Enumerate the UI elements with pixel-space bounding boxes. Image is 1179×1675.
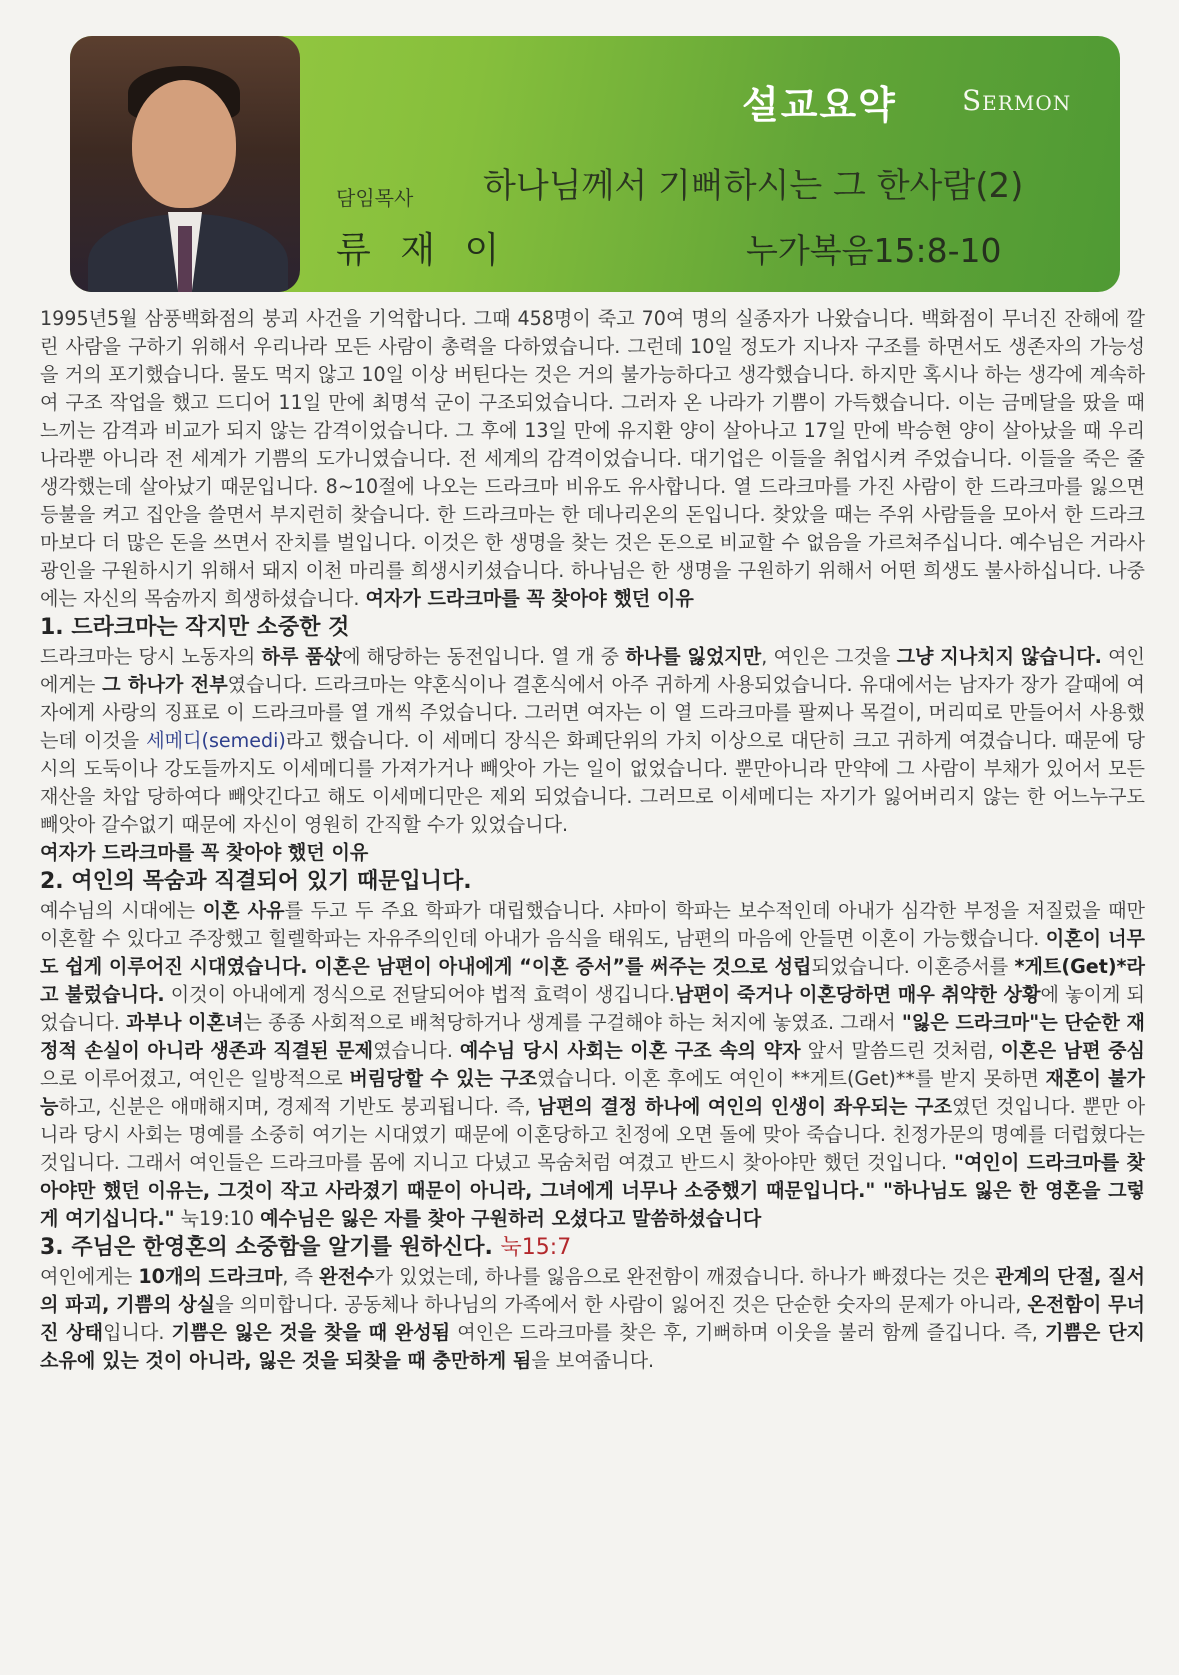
s2-bold: 이혼은 남편 중심	[1000, 1039, 1145, 1062]
s2-bold: 이혼이 너무도 쉽게 이루어진 시대였습니다. 이혼은 남편이 아내에게 “이혼 증서”를 써주는 것으로 성립	[40, 927, 1145, 978]
s2-text: 예수님의 시대에는	[40, 899, 203, 922]
scripture-reference: 누가복음15:8-10	[746, 231, 1002, 270]
s2-bold: 과부나 이혼녀	[126, 1011, 244, 1034]
s2-text: 되었습니다. 이혼증서를	[811, 955, 1015, 978]
pastor-photo	[70, 36, 300, 292]
s3-text: 을 보여줍니다.	[531, 1349, 655, 1372]
s2-bold: 남편의 결정 하나에 여인의 인생이 좌우되는 구조	[537, 1095, 952, 1118]
s2-bold: 남편이 죽거나 이혼당하면 매우 취약한 상황	[674, 983, 1041, 1006]
s2-bold: *게트(Get)*라고 불렀습니다.	[40, 955, 1145, 1006]
s3-text: , 즉	[282, 1265, 320, 1288]
section3-heading-text: 3. 주님은 한영혼의 소중함을 알기를 원하신다.	[40, 1235, 493, 1260]
s3-bold: 완전수	[319, 1265, 375, 1288]
s2-bold: 이혼 사유	[202, 899, 285, 922]
s2-text: 를 두고 두 주요 학파가 대립했습니다. 샤마이 학파는 보수적인데 아내가 심각한 부정을 저질렀을 때만 이혼할 수 있다고 주장했고 힐렐학파는 자유주의인데 아내가 음식을 태워도, 남편의 마음에 안들면 이혼이 가능했습니다.	[40, 899, 1145, 950]
sermon-body	[40, 305, 1145, 1375]
s2-text: 였습니다.	[373, 1039, 460, 1062]
s1-text: 드라크마는 당시 노동자의	[40, 645, 262, 668]
s1-text: 에 해당하는 동전입니다. 열 개 중	[342, 645, 626, 668]
s3-text: 을 의미합니다. 공동체나 하나님의 가족에서 한 사람이 잃어진 것은 단순한 숫자의 문제가 아니라,	[215, 1293, 1028, 1316]
s1-text: 여인에게는	[40, 645, 1145, 696]
section1-heading: 1. 드라크마는 작지만 소중한 것	[40, 615, 350, 640]
s2-text: 눅19:10	[174, 1207, 261, 1230]
s1-bold: 하나를 잃었지만	[625, 645, 762, 668]
pastor-name: 류 재 이	[336, 230, 509, 271]
intro-paragraph	[40, 305, 1145, 613]
section-label: 설교요약	[742, 83, 897, 127]
section2-paragraph	[40, 897, 1145, 1233]
s2-text: 으로 이루어졌고, 여인은 일방적으로	[40, 1067, 350, 1090]
semedi-term: 세메디(semedi)	[146, 729, 286, 752]
s2-text: 이것이 아내에게 정식으로 전달되어야 법적 효력이 생깁니다.	[164, 983, 675, 1006]
s2-bold: "잃은 드라크마"는 단순한 재정적 손실이 아니라 생존과 직결된 문제	[40, 1011, 1145, 1062]
s2-bold: "여인이 드라크마를 찾아야만 했던 이유는, 그것이 작고 사라졌기 때문이 아니라, 그녀에게 너무나 소중했기 때문입니다." "하나님도 잃은 한 영혼을 그렇게 여기십니다."	[40, 1151, 1145, 1230]
s1-text: 였습니다. 드라크마는 약혼식이나 결혼식에서 아주 귀하게 사용되었습니다. 유대에서는 남자가 장가 갈때에 여자에게 사랑의 징표로 이 드라크마를 열 개씩 주었습니다. 그러면 여자는 이 열 드라크마를 팔찌나 목걸이, 머리띠로 만들어서 사용했는데 이것을	[40, 673, 1145, 752]
section3-paragraph	[40, 1263, 1145, 1375]
s1-bold: 하루 품삯	[261, 645, 343, 668]
s3-bold: 온전함이 무너진 상태	[40, 1293, 1145, 1344]
s2-bold: 예수님은 잃은 자를 찾아 구원하러 오셨다고 말씀하셨습니다	[260, 1207, 762, 1230]
pastor-role: 담임목사	[336, 186, 414, 210]
s3-bold: 10개의 드라크마	[138, 1265, 283, 1288]
s2-text: 였던 것입니다. 뿐만 아니라 당시 사회는 명예를 소중히 여기는 시대였기 때문에 이혼당하고 친정에 오면 돌에 맞아 죽습니다. 친정가문의 명예를 더럽혔다는 것입니다. 그래서 여인들은 드라크마를 몸에 지니고 다녔고 목숨처럼 여겼고 반드시 찾아야만 했던 것입니다.	[40, 1095, 1146, 1174]
s1-text: 라고 했습니다. 이 세메디 장식은 화폐단위의 가치 이상으로 대단히 크고 귀하게 여겼습니다. 때문에 당시의 도둑이나 강도들까지도 이세메디를 가져가거나 빼앗아 가는 일이 없었습니다. 뿐만아니라 만약에 그 사람이 부채가 있어서 모든 재산을 차압 당하여다 빼앗긴다고 해도 이세메디만은 제외 되었습니다. 그러므로 이세메디는 자기가 잃어버리지 않는 한 어느누구도 빼앗아 갈수없기 때문에 자신이 영원히 간직할 수가 있었습니다.	[40, 729, 1145, 836]
section1-paragraph	[40, 643, 1145, 839]
s3-text: 가 있었는데, 하나를 잃음으로 완전함이 깨졌습니다. 하나가 빠졌다는 것은	[374, 1265, 996, 1288]
s2-bold: 재혼이 불가능	[40, 1067, 1146, 1118]
s2-text: 하고, 신분은 애매해지며, 경제적 기반도 붕괴됩니다. 즉,	[58, 1095, 538, 1118]
intro-bold: 여자가 드라크마를 꼭 찾아야 했던 이유	[365, 587, 694, 610]
s2-text: 앞서 말씀드린 것처럼,	[800, 1039, 1001, 1062]
s1-bold: 그냥 지나치지 않습니다.	[896, 645, 1102, 668]
s2-bold: 예수님 당시 사회는 이혼 구조 속의 약자	[459, 1039, 801, 1062]
section2-heading: 2. 여인의 목숨과 직결되어 있기 때문입니다.	[40, 869, 472, 894]
s2-text: 였습니다. 이혼 후에도 여인이 **게트(Get)**를 받지 못하면	[536, 1067, 1046, 1090]
s3-text: 여인은 드라크마를 찾은 후, 기뻐하며 이웃을 불러 함께 즐깁니다. 즉,	[450, 1321, 1046, 1344]
s3-text: 입니다.	[103, 1321, 172, 1344]
s3-text: 여인에게는	[40, 1265, 139, 1288]
s3-bold: 기쁨은 단지 소유에 있는 것이 아니라, 잃은 것을 되찾을 때 충만하게 됨	[40, 1321, 1145, 1372]
s1-bold: 그 하나가 전부	[102, 673, 228, 696]
s2-bold: 버림당할 수 있는 구조	[349, 1067, 537, 1090]
s3-bold: 기쁨은 잃은 것을 찾을 때 완성됨	[171, 1321, 451, 1344]
intro-text: 1995년5월 삼풍백화점의 붕괴 사건을 기억합니다. 그때 458명이 죽고 70여 명의 실종자가 나왔습니다. 백화점이 무너진 잔해에 깔린 사람을 구하기 위해서 우리나라 모든 사람이 총력을 다하였습니다. 그런데 10일 정도가 지나자 구조를 하면서도 생존자의 가능성을 거의 포기했습니다. 물도 먹지 않고 10일 이상 버틴다는 것은 거의 불가능하다고 생각했습니다. 하지만 혹시나 하는 생각에 계속하여 구조 작업을 했고 드디어 11일 만에 최명석 군이 구조되었습니다. 그러자 온 나라가 기쁨이 가득했습니다. 이는 금메달을 땄을 때 느끼는 감격과 비교가 되지 않는 감격이었습니다. 그 후에 13일 만에 유지환 양이 살아나고 17일 만에 박승현 양이 살아났을 때 우리나라뿐 아니라 전 세계가 기쁨의 도가니였습니다. 전 세계의 감격이었습니다. 대기업은 이들을 취업시켜 주었습니다. 이들을 죽은 줄 생각했는데 살아났기 때문입니다. 8~10절에 나오는 드라크마 비유도 유사합니다. 열 드라크마를 가진 사람이 한 드라크마를 잃으면 등불을 켜고 집안을 쓸면서 부지런히 찾습니다. 한 드라크마는 한 데나리온의 돈입니다. 찾았을 때는 주위 사람들을 모아서 한 드라크마보다 더 많은 돈을 쓰면서 잔치를 벌입니다. 이것은 한 생명을 찾는 것은 돈으로 비교할 수 없음을 가르쳐주십니다. 예수님은 거라사 광인을 구원하시기 위해서 돼지 이천 마리를 희생시키셨습니다. 하나님은 한 생명을 구원하기 위해서 어떤 희생도 불사하십니다. 나중에는 자신의 목숨까지 희생하셨습니다.	[40, 307, 1145, 610]
section1-closing: 여자가 드라크마를 꼭 찾아야 했던 이유	[40, 841, 369, 864]
sermon-title: 하나님께서 기뻐하시는 그 한사람(2)	[483, 166, 1024, 206]
s1-text: , 여인은 그것을	[761, 645, 897, 668]
section-label-english: Sermon	[962, 84, 1072, 117]
section3-heading	[40, 1233, 1145, 1263]
s3-bold: 관계의 단절, 질서의 파괴, 기쁨의 상실	[40, 1265, 1146, 1316]
section3-scripture-ref: 눅15:7	[500, 1235, 572, 1260]
s2-text: 에 놓이게 되었습니다.	[40, 983, 1145, 1034]
s2-text: 는 종종 사회적으로 배척당하거나 생계를 구걸해야 하는 처지에 놓였죠. 그래서	[243, 1011, 902, 1034]
